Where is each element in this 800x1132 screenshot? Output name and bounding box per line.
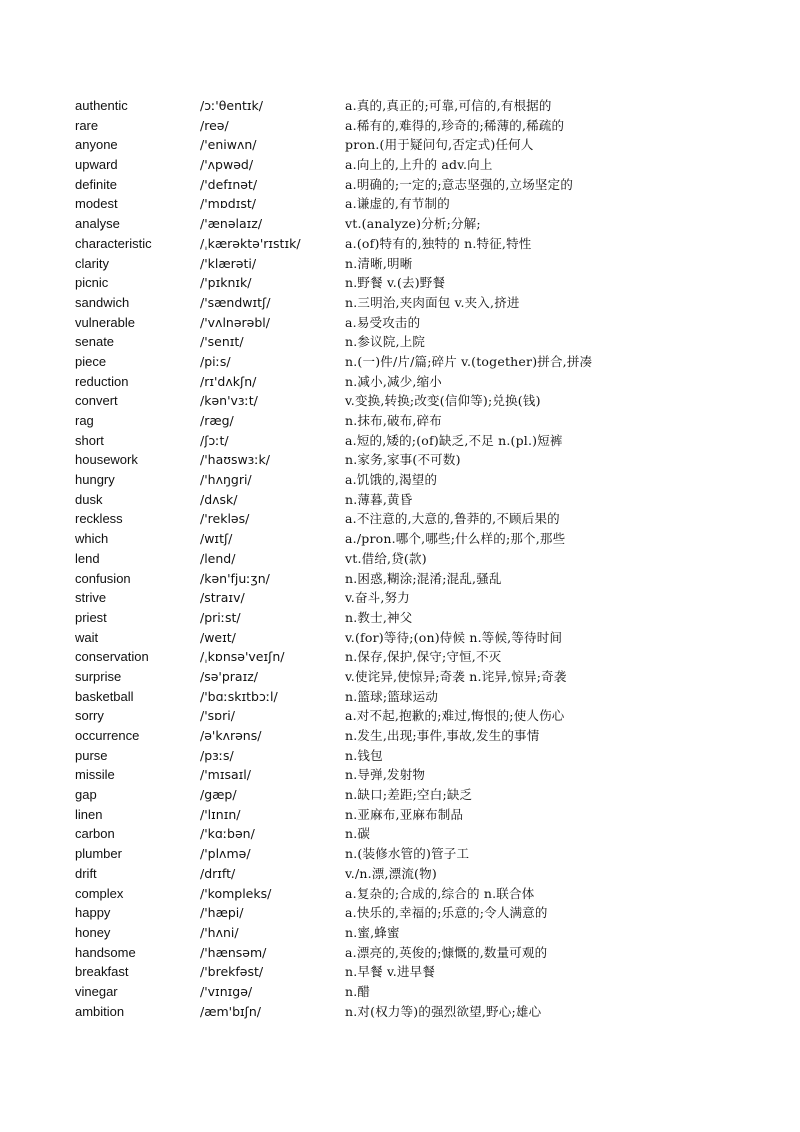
vocab-row [75,687,775,707]
vocab-word: which [75,531,109,547]
vocab-phonetic: /wɪtʃ/ [200,531,233,547]
vocab-word: lend [75,550,100,566]
vocab-word: rare [75,117,99,133]
vocab-row [75,884,775,904]
vocab-word: wait [75,629,99,645]
vocab-phonetic: /'mɪsaɪl/ [200,767,251,783]
vocab-phonetic: /lend/ [200,550,236,566]
vocab-word: definite [75,176,117,192]
vocab-word: basketball [75,688,134,704]
vocab-row [75,805,775,825]
vocab-row [75,509,775,529]
vocab-phonetic: /rɪ'dʌkʃn/ [200,373,257,389]
vocab-row [75,254,775,274]
vocab-definition: a.漂亮的,英俊的;慷慨的,数量可观的 [345,944,548,960]
vocab-word: analyse [75,216,120,232]
vocab-word: occurrence [75,728,140,743]
vocab-row [75,943,775,963]
vocab-word: sorry [75,708,104,724]
vocab-word: anyone [75,137,118,153]
vocab-row [75,490,775,510]
vocab-row [75,293,775,313]
vocab-row [75,765,775,785]
vocab-row [75,372,775,392]
vocab-row [75,214,775,234]
vocab-definition: a.复杂的;合成的,综合的 n.联合体 [345,885,535,901]
vocab-phonetic: /'hʌŋgri/ [200,472,252,488]
vocab-definition: n.三明治,夹肉面包 v.夹入,挤进 [345,294,520,310]
vocab-word: breakfast [75,964,129,980]
vocab-definition: v.使诧异,使惊异;奇袭 n.诧异,惊异;奇袭 [345,668,567,684]
vocab-word: clarity [75,255,109,271]
vocab-definition: a.明确的;一定的;意志坚强的,立场坚定的 [345,176,574,192]
vocab-word: confusion [75,570,131,586]
vocab-definition: n.减小,减少,缩小 [345,373,442,389]
vocab-definition: n.早餐 v.进早餐 [345,964,436,980]
vocab-definition: a.(of)特有的,独特的 n.特征,特性 [345,235,532,251]
vocab-definition: a.饥饿的,渴望的 [345,472,438,488]
vocab-row [75,569,775,589]
vocab-row [75,588,775,608]
vocab-phonetic: /sə'praɪz/ [200,668,259,684]
vocab-phonetic: /'kompleks/ [200,885,272,901]
vocab-definition: n.教士,神父 [345,609,413,625]
vocab-word: happy [75,905,111,921]
vocab-phonetic: /'hæpi/ [200,905,244,921]
vocab-word: senate [75,334,115,350]
vocab-phonetic: /æm'bɪʃn/ [200,1003,262,1019]
vocab-row [75,332,775,352]
vocab-phonetic: /'eniwʌn/ [200,137,257,153]
vocab-word: priest [75,609,107,625]
vocab-definition: a.真的,真正的;可靠,可信的,有根据的 [345,98,552,113]
vocab-phonetic: /dʌsk/ [200,491,238,507]
vocab-phonetic: /'haʊswɜːk/ [200,452,270,468]
vocab-phonetic: /ˌkɒnsə'veɪʃn/ [200,649,285,665]
vocab-row [75,529,775,549]
vocab-word: authentic [75,98,128,113]
vocab-row [75,273,775,293]
vocab-phonetic: /'brekfəst/ [200,964,264,980]
vocab-row [75,1002,775,1022]
vocab-definition: n.导弹,发射物 [345,767,426,783]
vocab-definition: a.短的,矮的;(of)缺乏,不足 n.(pl.)短裤 [345,432,563,448]
vocab-phonetic: /'mɒdɪst/ [200,196,256,212]
vocab-row [75,667,775,687]
vocab-definition: n.蜜,蜂蜜 [345,924,400,940]
vocab-word: plumber [75,846,122,862]
vocab-word: gap [75,787,97,803]
vocab-row [75,116,775,136]
vocab-phonetic: /'senɪt/ [200,334,244,350]
vocab-definition: v./n.漂,漂流(物) [345,865,437,881]
vocab-definition: n.保存,保护,保守;守恒,不灭 [345,649,502,665]
vocab-phonetic: /'hʌni/ [200,924,239,940]
vocab-phonetic: /'vʌlnərəbl/ [200,314,270,330]
vocab-word: handsome [75,944,136,960]
vocab-phonetic: /ʃɔːt/ [200,432,229,448]
vocab-word: purse [75,747,108,763]
vocab-word: strive [75,590,107,606]
vocab-definition: n.醋 [345,983,371,999]
vocab-row [75,864,775,884]
vocab-word: reckless [75,511,123,527]
vocab-phonetic: /'klærəti/ [200,255,257,271]
vocab-row [75,706,775,726]
vocab-definition: n.缺口;差距;空白;缺乏 [345,787,473,803]
vocab-word: ambition [75,1003,125,1019]
vocab-row [75,785,775,805]
vocab-definition: n.困惑,糊涂;混淆;混乱,骚乱 [345,570,502,586]
vocab-word: rag [75,413,94,428]
vocab-row [75,628,775,648]
vocab-phonetic: /'vɪnɪgə/ [200,983,253,999]
vocab-row [75,549,775,569]
vocabulary-list [75,96,775,1021]
vocab-definition: a.不注意的,大意的,鲁莽的,不顾后果的 [345,511,560,527]
vocab-phonetic: /'lɪnɪn/ [200,806,241,822]
vocab-word: missile [75,767,115,783]
vocab-row [75,450,775,470]
vocab-definition: v.(for)等待;(on)侍候 n.等候,等待时间 [345,629,563,645]
vocab-row [75,746,775,766]
vocab-definition: vt.借给,贷(款) [345,550,427,566]
vocab-definition: n.(一)件/片/篇;碎片 v.(together)拼合,拼凑 [345,353,593,369]
vocab-row [75,470,775,490]
vocab-word: characteristic [75,235,152,251]
vocab-phonetic: /weɪt/ [200,629,236,645]
vocab-word: drift [75,865,97,881]
vocab-definition: a.对不起,抱歉的;难过,悔恨的;使人伤心 [345,708,565,724]
vocab-definition: a.易受攻击的 [345,314,421,330]
vocab-row [75,391,775,411]
vocab-word: piece [75,353,107,369]
vocab-phonetic: /ə'kʌrəns/ [200,728,262,743]
vocab-word: hungry [75,472,115,488]
vocab-phonetic: /'bɑːskɪtbɔːl/ [200,688,278,704]
vocab-phonetic: /gæp/ [200,787,237,803]
vocab-row [75,962,775,982]
vocab-row [75,903,775,923]
vocab-phonetic: /'plʌmə/ [200,846,251,862]
vocab-phonetic: /'pɪknɪk/ [200,275,252,291]
vocab-word: sandwich [75,294,130,310]
vocab-phonetic: /'defɪnət/ [200,176,258,192]
vocab-definition: n.清晰,明晰 [345,255,413,271]
vocab-definition: n.薄暮,黄昏 [345,491,413,507]
vocab-word: linen [75,806,103,822]
vocab-word: modest [75,196,118,212]
vocab-row [75,824,775,844]
vocab-definition: pron.(用于疑问句,否定式)任何人 [345,137,534,153]
vocab-word: short [75,432,104,448]
vocab-phonetic: /'sændwɪtʃ/ [200,294,271,310]
vocab-word: upward [75,157,118,173]
vocab-row [75,608,775,628]
vocab-word: vinegar [75,983,118,999]
vocab-phonetic: /kən'vɜːt/ [200,393,258,409]
vocab-phonetic: /'rekləs/ [200,511,250,527]
vocab-phonetic: /'ʌpwəd/ [200,157,254,173]
vocab-phonetic: /ˌkærəktə'rɪstɪk/ [200,235,301,251]
vocab-definition: n.钱包 [345,747,383,763]
vocab-row [75,194,775,214]
vocab-definition: vt.(analyze)分析;分解; [345,216,481,232]
vocab-row [75,431,775,451]
vocab-word: convert [75,393,118,409]
vocab-word: picnic [75,275,109,291]
vocab-definition: n.(装修水管的)管子工 [345,846,470,862]
vocab-definition: a.向上的,上升的 adv.向上 [345,157,493,173]
vocab-definition: n.亚麻布,亚麻布制品 [345,806,464,822]
vocab-row [75,175,775,195]
vocab-phonetic: /'ænəlaɪz/ [200,216,263,232]
vocab-definition: a.稀有的,难得的,珍奇的;稀薄的,稀疏的 [345,117,565,133]
vocab-row [75,411,775,431]
vocab-word: carbon [75,826,115,842]
vocab-definition: n.抹布,破布,碎布 [345,413,442,428]
vocab-phonetic: /ɔː'θentɪk/ [200,98,263,113]
vocab-definition: n.碳 [345,826,371,842]
vocab-word: reduction [75,373,129,389]
vocab-row [75,135,775,155]
vocab-row [75,234,775,254]
vocab-row [75,647,775,667]
vocab-phonetic: /priːst/ [200,609,241,625]
vocab-definition: a./pron.哪个,哪些;什么样的;那个,那些 [345,531,566,547]
vocab-phonetic: /reə/ [200,117,229,133]
vocab-row [75,352,775,372]
vocab-phonetic: /ræg/ [200,413,234,428]
vocab-word: honey [75,924,111,940]
vocab-definition: a.快乐的,幸福的;乐意的;令人满意的 [345,905,548,921]
vocab-word: housework [75,452,138,468]
vocab-phonetic: /piːs/ [200,353,231,369]
vocab-row [75,923,775,943]
vocab-definition: n.发生,出现;事件,事故,发生的事情 [345,728,540,743]
vocab-word: surprise [75,668,122,684]
vocab-phonetic: /pɜːs/ [200,747,234,763]
vocab-phonetic: /'kɑːbən/ [200,826,255,842]
vocab-phonetic: /straɪv/ [200,590,245,606]
vocab-definition: v.变换,转换;改变(信仰等);兑换(钱) [345,393,541,409]
vocab-phonetic: /'hænsəm/ [200,944,267,960]
vocab-word: dusk [75,491,103,507]
vocab-row [75,982,775,1002]
vocab-definition: a.谦虚的,有节制的 [345,196,450,212]
vocab-row [75,313,775,333]
vocab-word: conservation [75,649,149,665]
vocab-phonetic: /kən'fjuːʒn/ [200,570,270,586]
vocab-definition: v.奋斗,努力 [345,590,410,606]
vocab-row [75,96,775,116]
vocab-definition: n.家务,家事(不可数) [345,452,461,468]
vocab-phonetic: /drɪft/ [200,865,236,881]
vocab-word: vulnerable [75,314,135,330]
vocab-row [75,844,775,864]
vocab-phonetic: /'sɒri/ [200,708,235,724]
vocab-row [75,155,775,175]
vocab-definition: n.对(权力等)的强烈欲望,野心;雄心 [345,1003,542,1019]
vocab-word: complex [75,885,124,901]
vocab-definition: n.篮球;篮球运动 [345,688,439,704]
vocab-definition: n.参议院,上院 [345,334,426,350]
vocab-row [75,726,775,746]
vocab-definition: n.野餐 v.(去)野餐 [345,275,446,291]
